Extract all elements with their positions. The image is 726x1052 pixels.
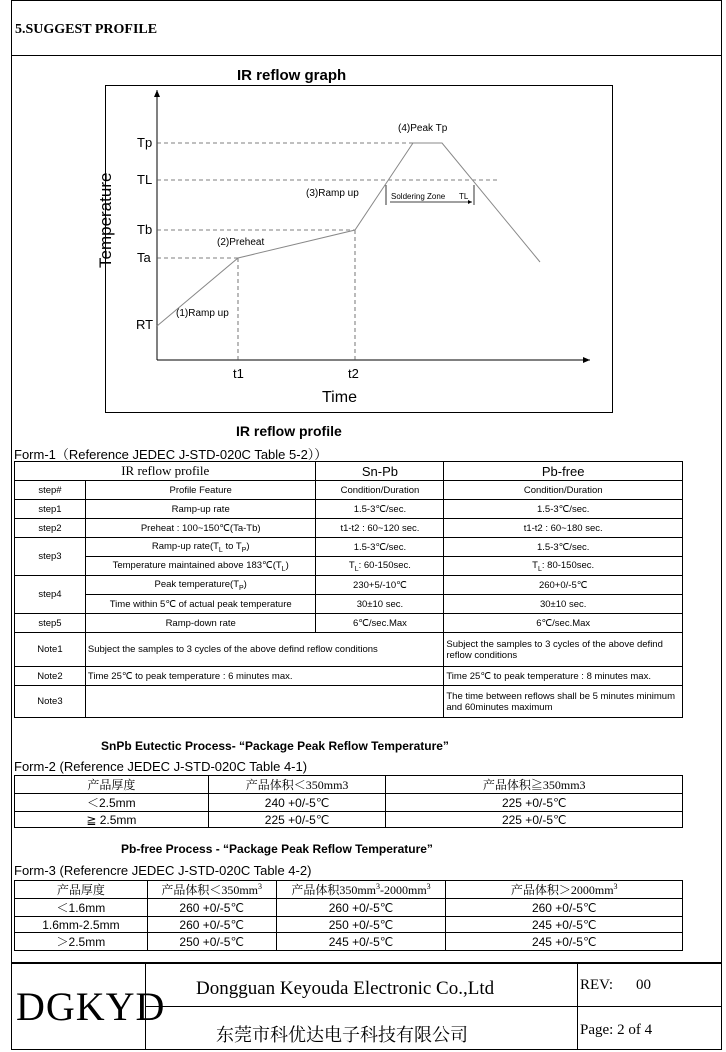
pbfree-cell: 260+0/-5℃ — [444, 576, 683, 595]
form2-header-large: 产品体积≧350mm3 — [386, 776, 683, 794]
x-tick-t1: t1 — [233, 366, 244, 381]
snpb-cell: 1.5-3℃/sec. — [316, 538, 444, 557]
form2-table — [14, 775, 683, 828]
form3-cell: 260 +0/-5℃ — [147, 917, 276, 933]
pbfree-cell: 1.5-3℃/sec. — [444, 538, 683, 557]
form3-cell: 260 +0/-5℃ — [276, 899, 446, 917]
form2-cell: 225 +0/-5℃ — [208, 812, 386, 828]
form3-header-large: 产品体积$>2000mm^3$ — [446, 881, 683, 899]
snpb-cell: t1-t2 : 60~120 sec. — [316, 519, 444, 538]
header-snpb: Sn-Pb — [316, 462, 444, 481]
pbfree-cell: 6℃/sec.Max — [444, 614, 683, 633]
step-cell: step5 — [15, 614, 86, 633]
form3-title: Pb-free Process - “Package Peak Reflow Temperature” — [121, 842, 433, 856]
note-pbfree: Time 25℃ to peak temperature : 8 minutes max. — [444, 667, 683, 686]
form3-cell: 260 +0/-5℃ — [446, 899, 683, 917]
feature-cell: Ramp-up rate — [85, 500, 316, 519]
feature-cell: Preheat : 100~150℃(Ta-Tb) — [85, 519, 316, 538]
table-row — [15, 686, 683, 718]
reflow-curve — [157, 143, 540, 326]
table-row — [15, 614, 683, 633]
form2-header-small: 产品体积＜350mm3 — [208, 776, 386, 794]
table-row — [15, 595, 683, 614]
annotation-preheat: (2)Preheat — [217, 237, 265, 248]
y-tick-tb: Tb — [137, 222, 153, 237]
table-row — [15, 576, 683, 595]
note-label: Note3 — [15, 686, 86, 718]
form2-label: Form-2 (Reference JEDEC J-STD-020C Table 4-1) — [14, 759, 308, 774]
y-axis-label: Temperature — [96, 172, 115, 268]
form3-cell: 245 +0/-5℃ — [276, 933, 446, 951]
feature-cell: Ramp-up $rate(T_L$ to $T_P$) — [85, 538, 316, 557]
step-cell: step2 — [15, 519, 86, 538]
form2-cell: 225 +0/-5℃ — [386, 794, 683, 812]
form2-cell: 225 +0/-5℃ — [386, 812, 683, 828]
profile-title: IR reflow profile — [236, 423, 342, 439]
footer-divider — [11, 962, 722, 964]
section-title: 5.SUGGEST PROFILE — [15, 22, 158, 37]
form3-header-small: 产品体积$<350mm^3$ — [147, 881, 276, 899]
feature-cell: Ramp-down rate — [85, 614, 316, 633]
note-snpb: Subject the samples to 3 cycles of the above defind reflow conditions — [85, 633, 443, 667]
form2-title: SnPb Eutectic Process- “Package Peak Reflow Temperature” — [101, 739, 449, 753]
form3-cell: ＜1.6mm — [15, 899, 148, 917]
form2-cell: 240 +0/-5℃ — [208, 794, 386, 812]
note-label: Note2 — [15, 667, 86, 686]
reflow-profile-table — [14, 461, 683, 718]
pbfree-cell: 1.5-3℃/sec. — [444, 500, 683, 519]
rev-label: REV: — [580, 977, 614, 993]
annotation-tl: TL — [459, 192, 469, 201]
form1-label: Form-1（Reference JEDEC J-STD-020C Table 5-2）） — [14, 447, 328, 462]
annotation-peak: (4)Peak Tp — [398, 123, 448, 134]
form3-header-mid: 产品体积$350mm^3-2000mm^3$ — [276, 881, 446, 899]
snpb-cell: 6℃/sec.Max — [316, 614, 444, 633]
note-snpb: Time 25℃ to peak temperature : 6 minutes max. — [85, 667, 443, 686]
table-row — [15, 519, 683, 538]
table-row — [15, 812, 683, 828]
pbfree-cell: 30±10 sec. — [444, 595, 683, 614]
note-label: Note1 — [15, 633, 86, 667]
table-row — [15, 899, 683, 917]
company-logo: DGKYD — [16, 984, 166, 1029]
table-row — [15, 633, 683, 667]
annotation-soldering-zone: Soldering Zone — [391, 192, 446, 201]
step-cell: step4 — [15, 576, 86, 614]
subheader-feature: Profile Feature — [85, 481, 316, 500]
form3-cell: 245 +0/-5℃ — [446, 917, 683, 933]
table-row — [15, 933, 683, 951]
subheader-pbfree: Condition/Duration — [444, 481, 683, 500]
table-row — [15, 794, 683, 812]
graph-title: IR reflow graph — [237, 67, 347, 84]
form2-cell: ＜2.5mm — [15, 794, 209, 812]
feature-cell: Temperature maintained above $183℃(T_L)$ — [85, 557, 316, 576]
table-row — [15, 500, 683, 519]
subheader-step: step# — [15, 481, 86, 500]
note-pbfree: Subject the samples to 3 cycles of the above defind reflow conditions — [444, 633, 683, 667]
table-row — [15, 538, 683, 557]
table-row — [15, 667, 683, 686]
pbfree-cell: $T_L$: 80-150sec. — [444, 557, 683, 576]
rev-value: 00 — [636, 977, 651, 993]
snpb-cell: 30±10 sec. — [316, 595, 444, 614]
table-row — [15, 917, 683, 933]
annotation-ramp-up-3: (3)Ramp up — [306, 188, 359, 199]
form3-cell: 260 +0/-5℃ — [147, 899, 276, 917]
form3-cell: 250 +0/-5℃ — [147, 933, 276, 951]
form2-cell: ≧ 2.5mm — [15, 812, 209, 828]
feature-cell: Time within 5℃ of actual peak temperature — [85, 595, 316, 614]
snpb-cell: $T_L$: 60-150sec. — [316, 557, 444, 576]
annotation-ramp-up-1: (1)Ramp up — [176, 308, 229, 319]
page-number: Page: 2 of 4 — [580, 1022, 653, 1038]
pbfree-cell: t1-t2 : 60~180 sec. — [444, 519, 683, 538]
snpb-cell: 1.5-3℃/sec. — [316, 500, 444, 519]
subheader-snpb: Condition/Duration — [316, 481, 444, 500]
y-tick-tl: TL — [137, 172, 153, 187]
step-cell: step1 — [15, 500, 86, 519]
note-snpb — [85, 686, 443, 718]
form3-cell: 245 +0/-5℃ — [446, 933, 683, 951]
x-tick-t2: t2 — [348, 366, 359, 381]
form3-cell: ＞2.5mm — [15, 933, 148, 951]
y-tick-tp: Tp — [137, 135, 153, 150]
form3-table — [14, 880, 683, 951]
form3-label: Form-3 (Referencre JEDEC J-STD-020C Table 4-2) — [14, 863, 312, 878]
step-cell: step3 — [15, 538, 86, 576]
footer-hline — [145, 1006, 722, 1007]
y-tick-ta: Ta — [137, 250, 151, 265]
company-name-en: Dongguan Keyouda Electronic Co.,Ltd — [196, 978, 495, 999]
form3-header-thickness: 产品厚度 — [15, 881, 148, 899]
header-pbfree: Pb-free — [444, 462, 683, 481]
company-name-cn: 东莞市科优达电子科技有限公司 — [216, 1025, 468, 1045]
y-tick-rt: RT — [136, 317, 154, 332]
form3-cell: 1.6mm-2.5mm — [15, 917, 148, 933]
note-pbfree: The time between reflows shall be 5 minutes minimum and 60minutes maximum — [444, 686, 683, 718]
form3-cell: 250 +0/-5℃ — [276, 917, 446, 933]
header-profile: IR reflow profile — [15, 462, 316, 481]
snpb-cell: 230+5/-10℃ — [316, 576, 444, 595]
table-row — [15, 557, 683, 576]
reference-lines — [157, 143, 500, 360]
form2-header-thickness: 产品厚度 — [15, 776, 209, 794]
feature-cell: Peak $temperature(T_P)$ — [85, 576, 316, 595]
x-axis-label: Time — [322, 389, 357, 406]
